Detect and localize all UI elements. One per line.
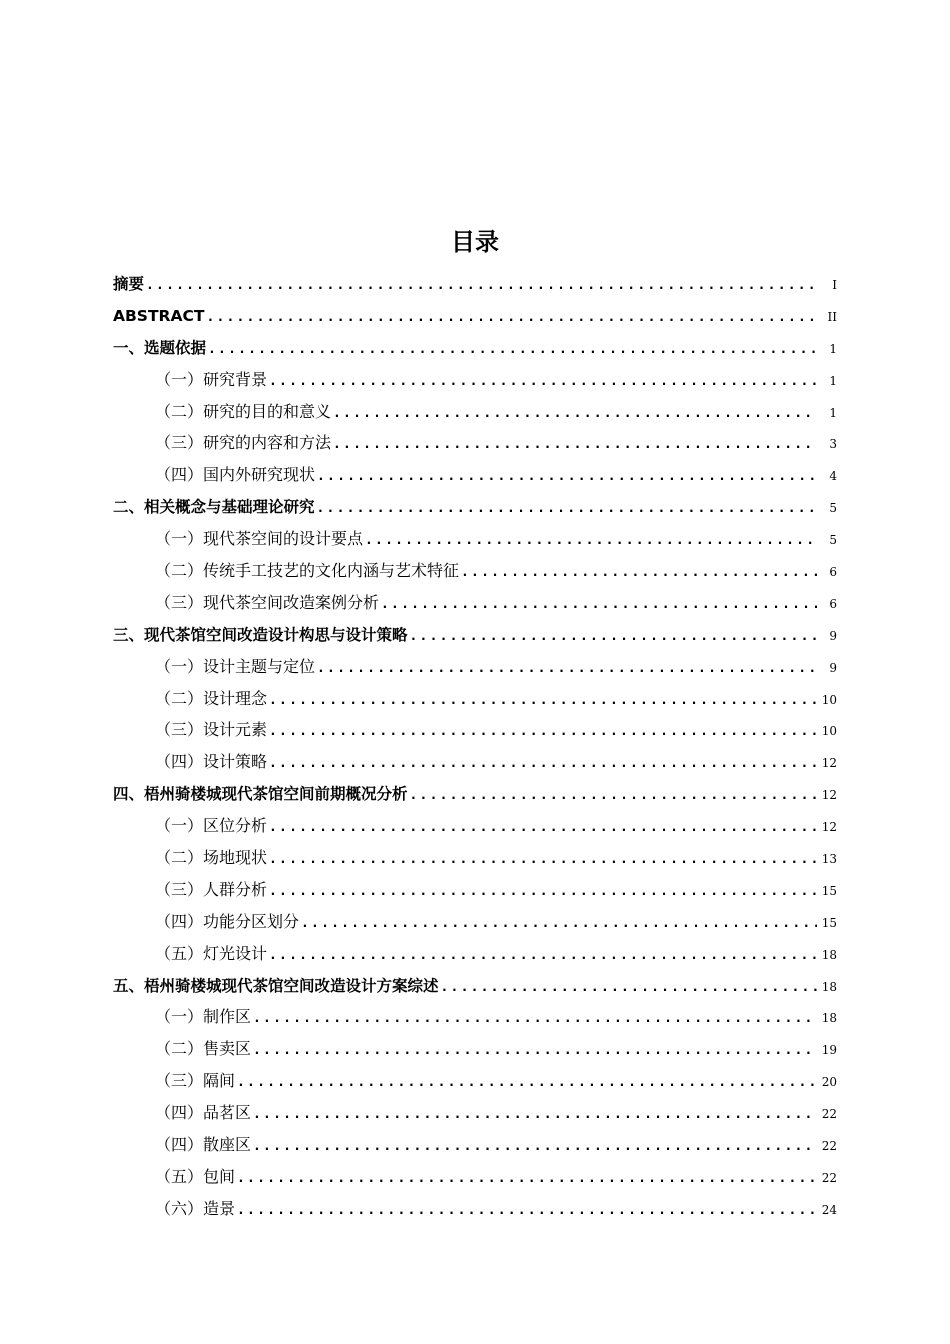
toc-entry-title: 选题依据 [144, 338, 207, 357]
page-title: 目录 [451, 228, 499, 256]
dot-leader [301, 908, 817, 940]
toc-entry-number: （一） [155, 656, 204, 676]
toc-entry[interactable] [113, 842, 837, 874]
toc-entry-number: （二） [155, 561, 204, 581]
toc-entry[interactable] [113, 874, 837, 906]
dot-leader [333, 429, 817, 461]
toc-entry[interactable] [113, 396, 837, 428]
toc-entry-page: 1 [829, 373, 837, 388]
toc-entry-page: I [832, 278, 837, 292]
dot-leader [410, 621, 817, 653]
toc-entry[interactable] [113, 810, 837, 842]
toc-entry[interactable] [113, 491, 837, 523]
toc-entry[interactable] [113, 555, 837, 587]
toc-entry-title: 研究的目的和意义 [203, 401, 332, 421]
dot-leader [269, 844, 817, 876]
toc-entry-number: （一） [155, 1007, 204, 1027]
toc-entry-number: （四） [155, 911, 204, 931]
toc-entry[interactable] [113, 1161, 837, 1193]
toc-entry-page: 10 [821, 724, 837, 739]
toc-entry[interactable] [113, 1033, 837, 1065]
toc-entry-page: 12 [821, 756, 837, 771]
toc-entry-title: 散座区 [203, 1135, 252, 1155]
dot-leader [410, 780, 817, 812]
dot-leader [365, 525, 817, 557]
dot-leader [269, 685, 817, 717]
toc-entry[interactable] [113, 906, 837, 938]
toc-entry-page: II [827, 309, 837, 324]
toc-entry-number: （四） [155, 1103, 204, 1123]
dot-leader [317, 493, 817, 525]
toc-entry-number: 一、 [113, 338, 145, 357]
toc-entry-title: 品茗区 [203, 1103, 252, 1123]
toc-entry-title: 制作区 [203, 1007, 252, 1027]
toc-entry-page: 12 [821, 788, 837, 803]
dot-leader [381, 589, 817, 621]
dot-leader [253, 1099, 817, 1131]
toc-entry-title: 隔间 [203, 1071, 236, 1091]
toc-entry-title: 现代茶空间的设计要点 [203, 529, 364, 549]
dot-leader [269, 716, 817, 748]
toc-entry-page: 5 [829, 533, 837, 548]
dot-leader [206, 302, 817, 334]
toc-entry-number: （一） [155, 369, 204, 389]
toc-entry[interactable] [113, 427, 837, 459]
toc-entry-page: 20 [821, 1075, 837, 1090]
toc-entry-page: 22 [821, 1107, 837, 1122]
toc-entry-title: 功能分区划分 [203, 911, 300, 931]
toc-entry[interactable] [113, 1193, 837, 1225]
toc-entry-number: （四） [155, 465, 204, 485]
toc-entry-page: 24 [821, 1202, 837, 1217]
dot-leader [208, 334, 817, 366]
toc-entry-number: （六） [155, 1198, 204, 1218]
toc-entry-title: 现代茶空间改造案例分析 [203, 592, 380, 612]
toc-entry-page: 18 [821, 947, 837, 962]
toc-entry-number: （二） [155, 1039, 204, 1059]
toc-entry-number: （四） [155, 1135, 204, 1155]
toc-entry[interactable] [113, 714, 837, 746]
toc-entry[interactable] [113, 938, 837, 970]
dot-leader [269, 812, 817, 844]
toc-entry-page: 12 [821, 820, 837, 835]
dot-leader [253, 1035, 817, 1067]
toc-entry[interactable] [113, 1097, 837, 1129]
toc-entry-number: （三） [155, 720, 204, 740]
toc-entry-number: 四、 [113, 785, 145, 804]
toc-entry[interactable] [113, 364, 837, 396]
toc-entry-page: 5 [829, 501, 837, 516]
toc-entry-page: 9 [829, 628, 837, 643]
toc-entry-page: 15 [821, 915, 837, 930]
toc-entry-title: 区位分析 [203, 816, 268, 836]
dot-leader [253, 1003, 817, 1035]
toc-entry[interactable] [113, 683, 837, 715]
dot-leader [333, 398, 817, 430]
toc-entry-number: （一） [155, 816, 204, 836]
toc-entry-page: 3 [829, 437, 837, 452]
toc-entry-title: 国内外研究现状 [203, 465, 316, 485]
toc-entry-title: 研究的内容和方法 [203, 433, 332, 453]
toc-entry-title: 传统手工技艺的文化内涵与艺术特征 [203, 561, 460, 581]
toc-entry[interactable] [113, 523, 837, 555]
toc-entry-number: （五） [155, 943, 204, 963]
toc-entry-title: 包间 [203, 1166, 236, 1186]
toc-entry-page: 1 [829, 341, 837, 356]
toc-entry-title: 设计主题与定位 [203, 656, 316, 676]
dot-leader [269, 366, 817, 398]
toc-entry-number: 五、 [113, 976, 145, 995]
toc-entry-title: 现代茶馆空间改造设计构思与设计策略 [144, 625, 408, 644]
toc-entry-page: 18 [821, 1011, 837, 1026]
toc-entry[interactable] [113, 300, 837, 332]
toc-entry-page: 6 [829, 565, 837, 580]
dot-leader [317, 653, 817, 685]
toc-entry[interactable] [113, 651, 837, 683]
toc-entry[interactable] [113, 268, 837, 300]
toc-entry[interactable] [113, 778, 837, 810]
toc-entry-number: （四） [155, 752, 204, 772]
toc-entry[interactable] [113, 459, 837, 491]
toc-entry-title: 研究背景 [203, 369, 268, 389]
toc-entry-title: 摘要 [113, 275, 145, 293]
toc-entry-title: 场地现状 [203, 848, 268, 868]
dot-leader [317, 461, 817, 493]
toc-entry-page: 19 [821, 1043, 837, 1058]
dot-leader [237, 1067, 817, 1099]
dot-leader [269, 748, 817, 780]
toc-entry-title: 设计元素 [203, 720, 268, 740]
toc-entry-number: （二） [155, 688, 204, 708]
dot-leader [441, 972, 817, 1004]
toc-entry[interactable] [113, 746, 837, 778]
toc-entry-title: 灯光设计 [203, 943, 268, 963]
dot-leader [146, 270, 817, 302]
toc-entry-number: （二） [155, 401, 204, 421]
toc-entry-title: 梧州骑楼城现代茶馆空间改造设计方案综述 [144, 976, 439, 995]
dot-leader [237, 1163, 817, 1195]
toc-entry-title: 人群分析 [203, 879, 268, 899]
dot-leader [269, 876, 817, 908]
toc-entry-title: 设计策略 [203, 752, 268, 772]
toc-entry[interactable] [113, 970, 837, 1002]
toc-entry-page: 22 [821, 1139, 837, 1154]
toc-entry-number: （一） [155, 529, 204, 549]
toc-entry-number: （三） [155, 879, 204, 899]
toc-entry-number: （二） [155, 848, 204, 868]
toc-entry-number: （三） [155, 1071, 204, 1091]
toc-entry-title: 造景 [203, 1198, 236, 1218]
toc-entry[interactable] [113, 1001, 837, 1033]
toc-entry-number: （五） [155, 1166, 204, 1186]
toc-entry-page: 1 [829, 405, 837, 420]
table-of-contents [113, 268, 837, 1225]
toc-entry-page: 18 [821, 979, 837, 994]
dot-leader [253, 1131, 817, 1163]
toc-entry-title: 梧州骑楼城现代茶馆空间前期概况分析 [144, 785, 408, 804]
toc-entry[interactable] [113, 619, 837, 651]
toc-entry-title: ABSTRACT [113, 306, 205, 325]
toc-entry-number: 三、 [113, 625, 145, 644]
dot-leader [237, 1195, 817, 1227]
dot-leader [461, 557, 817, 589]
toc-entry-number: （三） [155, 433, 204, 453]
toc-entry-number: （三） [155, 592, 204, 612]
toc-entry-title: 售卖区 [203, 1039, 252, 1059]
toc-entry-title: 设计理念 [203, 688, 268, 708]
toc-entry-page: 6 [829, 596, 837, 611]
toc-entry[interactable] [113, 1065, 837, 1097]
toc-entry-title: 相关概念与基础理论研究 [144, 498, 315, 517]
toc-entry-page: 4 [829, 469, 837, 484]
toc-entry-page: 10 [821, 692, 837, 707]
toc-entry[interactable] [113, 332, 837, 364]
toc-entry-number: 二、 [113, 498, 145, 517]
dot-leader [269, 940, 817, 972]
toc-entry-page: 15 [821, 883, 837, 898]
toc-entry-page: 22 [821, 1170, 837, 1185]
toc-entry-page: 9 [829, 660, 837, 675]
toc-entry-page: 13 [821, 852, 837, 867]
toc-entry[interactable] [113, 1129, 837, 1161]
toc-entry[interactable] [113, 587, 837, 619]
